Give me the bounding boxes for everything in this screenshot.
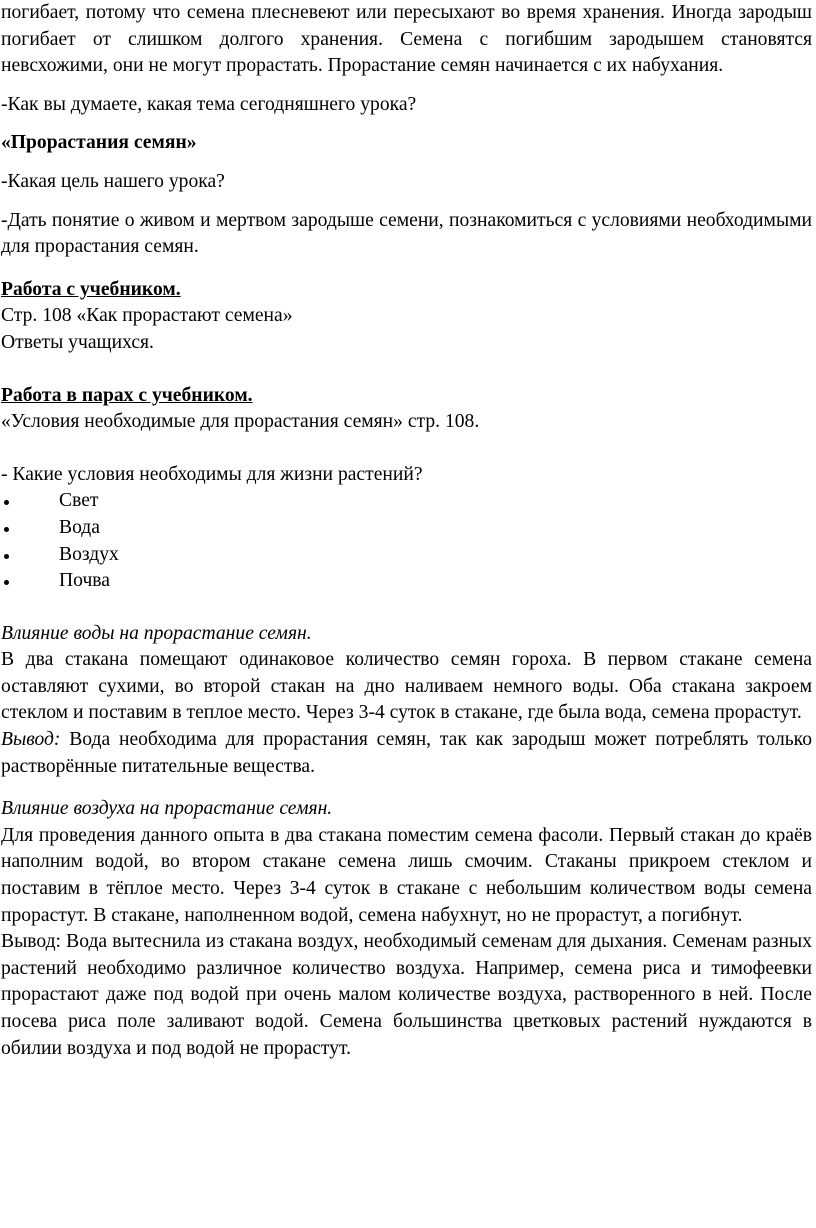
textbook-work-heading: Работа с учебником. <box>1 278 181 300</box>
water-section-body: В два стакана помещают одинаковое количество семян гороха. В первом стакане семена оставляют сухими, во второй стакан на дно наливаем немного воды. Оба стакана закроем стеклом и поставим в теплое место. Через 3-4 суток в стакане, где была вода, семена прорастут. <box>1 649 812 724</box>
conclusion-label: Вывод: <box>1 729 61 751</box>
list-item: Вода <box>1 515 812 542</box>
air-section-body: Для проведения данного опыта в два стакана поместим семена фасоли. Первый стакан до краёв наполним водой, во втором стакане семена лишь смочим. Стаканы прикроем стеклом и поставим в тёплое место. Через 3-4 суток в стакане с небольшим количеством воды семена прорастут. В стакане, наполненном водой, семена набухнут, но не прорастут, а погибнут. <box>1 824 812 926</box>
textbook-page-ref: Стр. 108 «Как прорастают семена» <box>1 305 293 327</box>
question-topic: -Как вы думаете, какая тема сегодняшнего урока? <box>1 93 417 115</box>
goal-answer: -Дать понятие о живом и мертвом зародыше семени, познакомиться с условиями необходимыми для прорастания семян. <box>1 209 812 258</box>
question-goal: -Какая цель нашего урока? <box>1 170 225 192</box>
water-conclusion <box>1 727 812 780</box>
list-item: Свет <box>1 488 812 515</box>
intro-paragraph: погибает, потому что семена плесневеют или пересыхают во время хранения. Иногда зародыш погибает от слишком долгого хранения. Семена с погибшим зародышем становятся невсхожими, они не могут прорастать. Прорастание семян начинается с их набухания. <box>1 2 812 77</box>
pair-work-ref: «Условия необходимые для прорастания семян» стр. 108. <box>1 411 480 433</box>
pair-work-heading: Работа в парах с учебником. <box>1 384 253 406</box>
water-section-heading: Влияние воды на прорастание семян. <box>1 622 312 644</box>
textbook-answers: Ответы учащихся. <box>1 331 154 353</box>
lesson-title: «Прорастания семян» <box>1 132 197 154</box>
list-item: Почва <box>1 568 812 595</box>
conditions-list <box>1 488 812 594</box>
air-conclusion: Вывод: Вода вытеснила из стакана воздух, необходимый семенам для дыхания. Семенам разных растений необходимо различное количество воздуха. Например, семена риса и тимофеевки прорастают даже под водой при очень малом количестве воздуха, растворенного в ней. После посева риса поле заливают водой. Семена большинства цветковых растений нуждаются в обилии воздуха и под водой не прорастут. <box>1 931 812 1059</box>
conditions-question: - Какие условия необходимы для жизни растений? <box>1 463 423 485</box>
air-section-heading: Влияние воздуха на прорастание семян. <box>1 798 333 820</box>
list-item: Воздух <box>1 542 812 569</box>
conclusion-text: Вода необходима для прорастания семян, так как зародыш может потреблять только растворённые питательные вещества. <box>1 729 812 777</box>
